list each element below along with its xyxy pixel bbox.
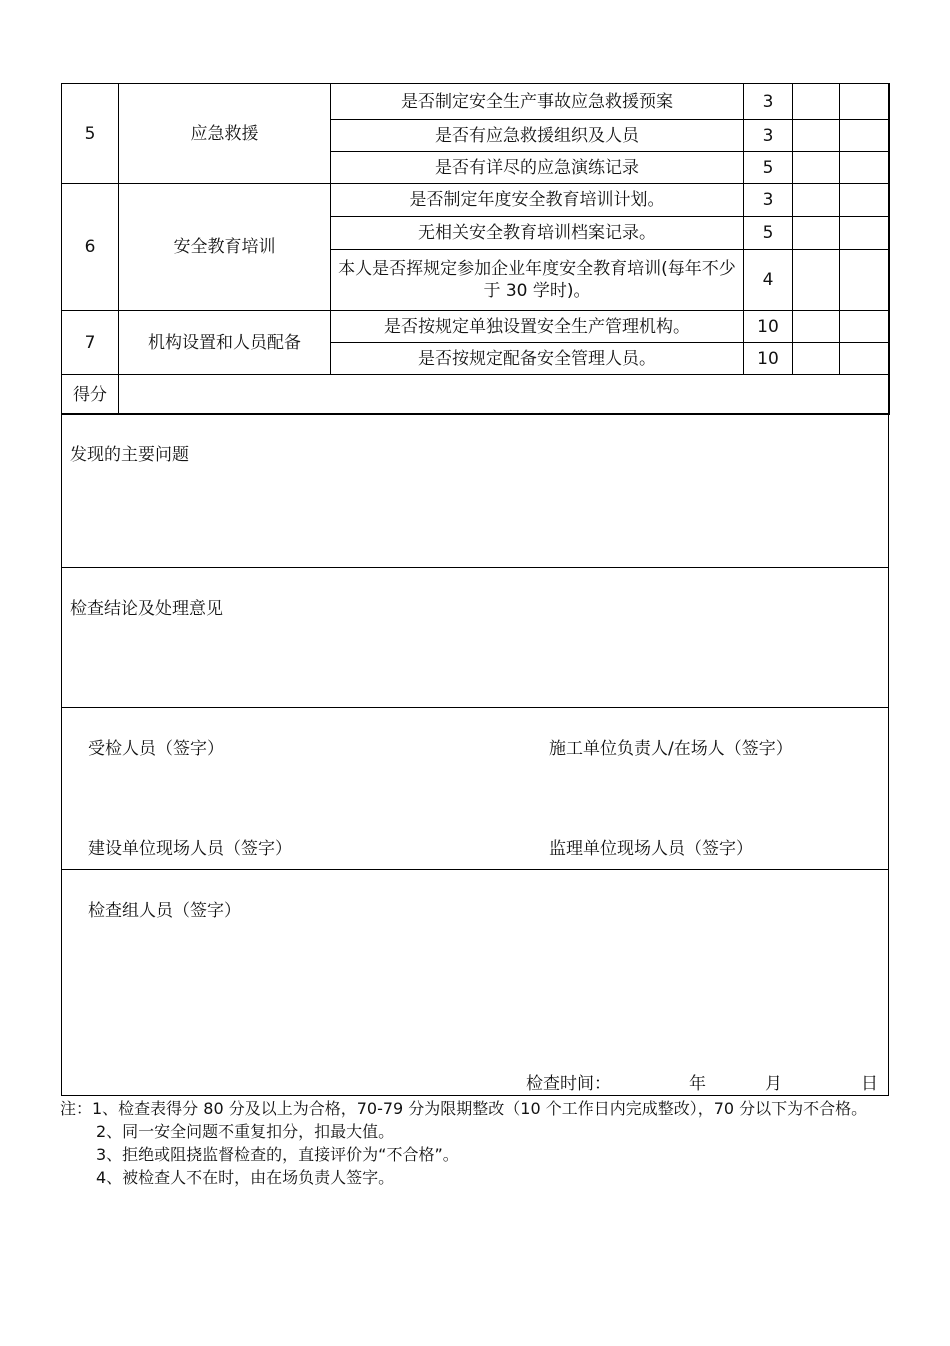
- deduction-cell[interactable]: [793, 217, 840, 250]
- item-category: 安全教育培训: [119, 184, 331, 311]
- table-row: [62, 184, 890, 217]
- check-score: 3: [744, 184, 793, 217]
- remark-cell[interactable]: [840, 217, 890, 250]
- remark-cell[interactable]: [840, 250, 890, 311]
- contractor-signature[interactable]: 施工单位负责人/在场人（签字）: [549, 739, 793, 759]
- date-month[interactable]: 月: [765, 1074, 782, 1094]
- note-3: 3、拒绝或阻挠监督检查的，直接评价为“不合格”。: [96, 1145, 459, 1164]
- supervisor-signature[interactable]: 监理单位现场人员（签字）: [549, 839, 753, 859]
- item-category: 机构设置和人员配备: [119, 311, 331, 375]
- check-score: 5: [744, 217, 793, 250]
- owner-signature[interactable]: 建设单位现场人员（签字）: [88, 839, 292, 859]
- item-number: 5: [62, 84, 119, 184]
- deduction-cell[interactable]: [793, 152, 840, 184]
- note-1: 注：1、检查表得分 80 分及以上为合格，70-79 分为限期整改（10 个工作日内完成整改），70 分以下为不合格。: [60, 1099, 868, 1118]
- check-text: 是否按规定配备安全管理人员。: [331, 343, 744, 375]
- check-text: 是否有详尽的应急演练记录: [331, 152, 744, 184]
- check-score: 10: [744, 343, 793, 375]
- date-label: 检查时间：: [526, 1074, 611, 1094]
- check-text: 本人是否挥规定参加企业年度安全教育培训(每年不少于 30 学时)。: [331, 250, 744, 311]
- table-row: [62, 375, 890, 415]
- item-number: 6: [62, 184, 119, 311]
- deduction-cell[interactable]: [793, 250, 840, 311]
- item-category: 应急救援: [119, 84, 331, 184]
- notes: [60, 1097, 895, 1189]
- check-score: 4: [744, 250, 793, 311]
- note-4: 4、被检查人不在时，由在场负责人签字。: [96, 1168, 395, 1187]
- remark-cell[interactable]: [840, 152, 890, 184]
- team-signature-section: [62, 869, 888, 1095]
- table-row: [62, 311, 890, 343]
- inspected-person-signature[interactable]: 受检人员（签字）: [88, 739, 224, 759]
- check-text: 是否制定安全生产事故应急救援预案: [331, 84, 744, 120]
- deduction-cell[interactable]: [793, 311, 840, 343]
- signature-section: [62, 707, 888, 869]
- inspection-form: [61, 83, 889, 1096]
- date-year[interactable]: 年: [689, 1074, 706, 1094]
- note-2: 2、同一安全问题不重复扣分，扣最大值。: [96, 1122, 395, 1141]
- check-text: 无相关安全教育培训档案记录。: [331, 217, 744, 250]
- check-items-table: [61, 83, 890, 415]
- remark-cell[interactable]: [840, 184, 890, 217]
- date-day[interactable]: 日: [861, 1074, 878, 1094]
- remark-cell[interactable]: [840, 84, 890, 120]
- conclusion-section[interactable]: [62, 567, 888, 707]
- table-row: [62, 84, 890, 120]
- conclusion-label: 检查结论及处理意见: [70, 599, 223, 619]
- score-label: 得分: [62, 375, 119, 415]
- check-text: 是否制定年度安全教育培训计划。: [331, 184, 744, 217]
- check-text: 是否按规定单独设置安全生产管理机构。: [331, 311, 744, 343]
- remark-cell[interactable]: [840, 311, 890, 343]
- check-score: 10: [744, 311, 793, 343]
- check-text: 是否有应急救援组织及人员: [331, 120, 744, 152]
- remark-cell[interactable]: [840, 120, 890, 152]
- remark-cell[interactable]: [840, 343, 890, 375]
- deduction-cell[interactable]: [793, 184, 840, 217]
- deduction-cell[interactable]: [793, 120, 840, 152]
- team-signature[interactable]: 检查组人员（签字）: [88, 901, 241, 921]
- item-number: 7: [62, 311, 119, 375]
- problems-label: 发现的主要问题: [70, 445, 189, 465]
- check-score: 3: [744, 84, 793, 120]
- total-score-field[interactable]: [119, 375, 890, 415]
- deduction-cell[interactable]: [793, 343, 840, 375]
- check-score: 3: [744, 120, 793, 152]
- check-score: 5: [744, 152, 793, 184]
- problems-section[interactable]: [62, 413, 888, 567]
- deduction-cell[interactable]: [793, 84, 840, 120]
